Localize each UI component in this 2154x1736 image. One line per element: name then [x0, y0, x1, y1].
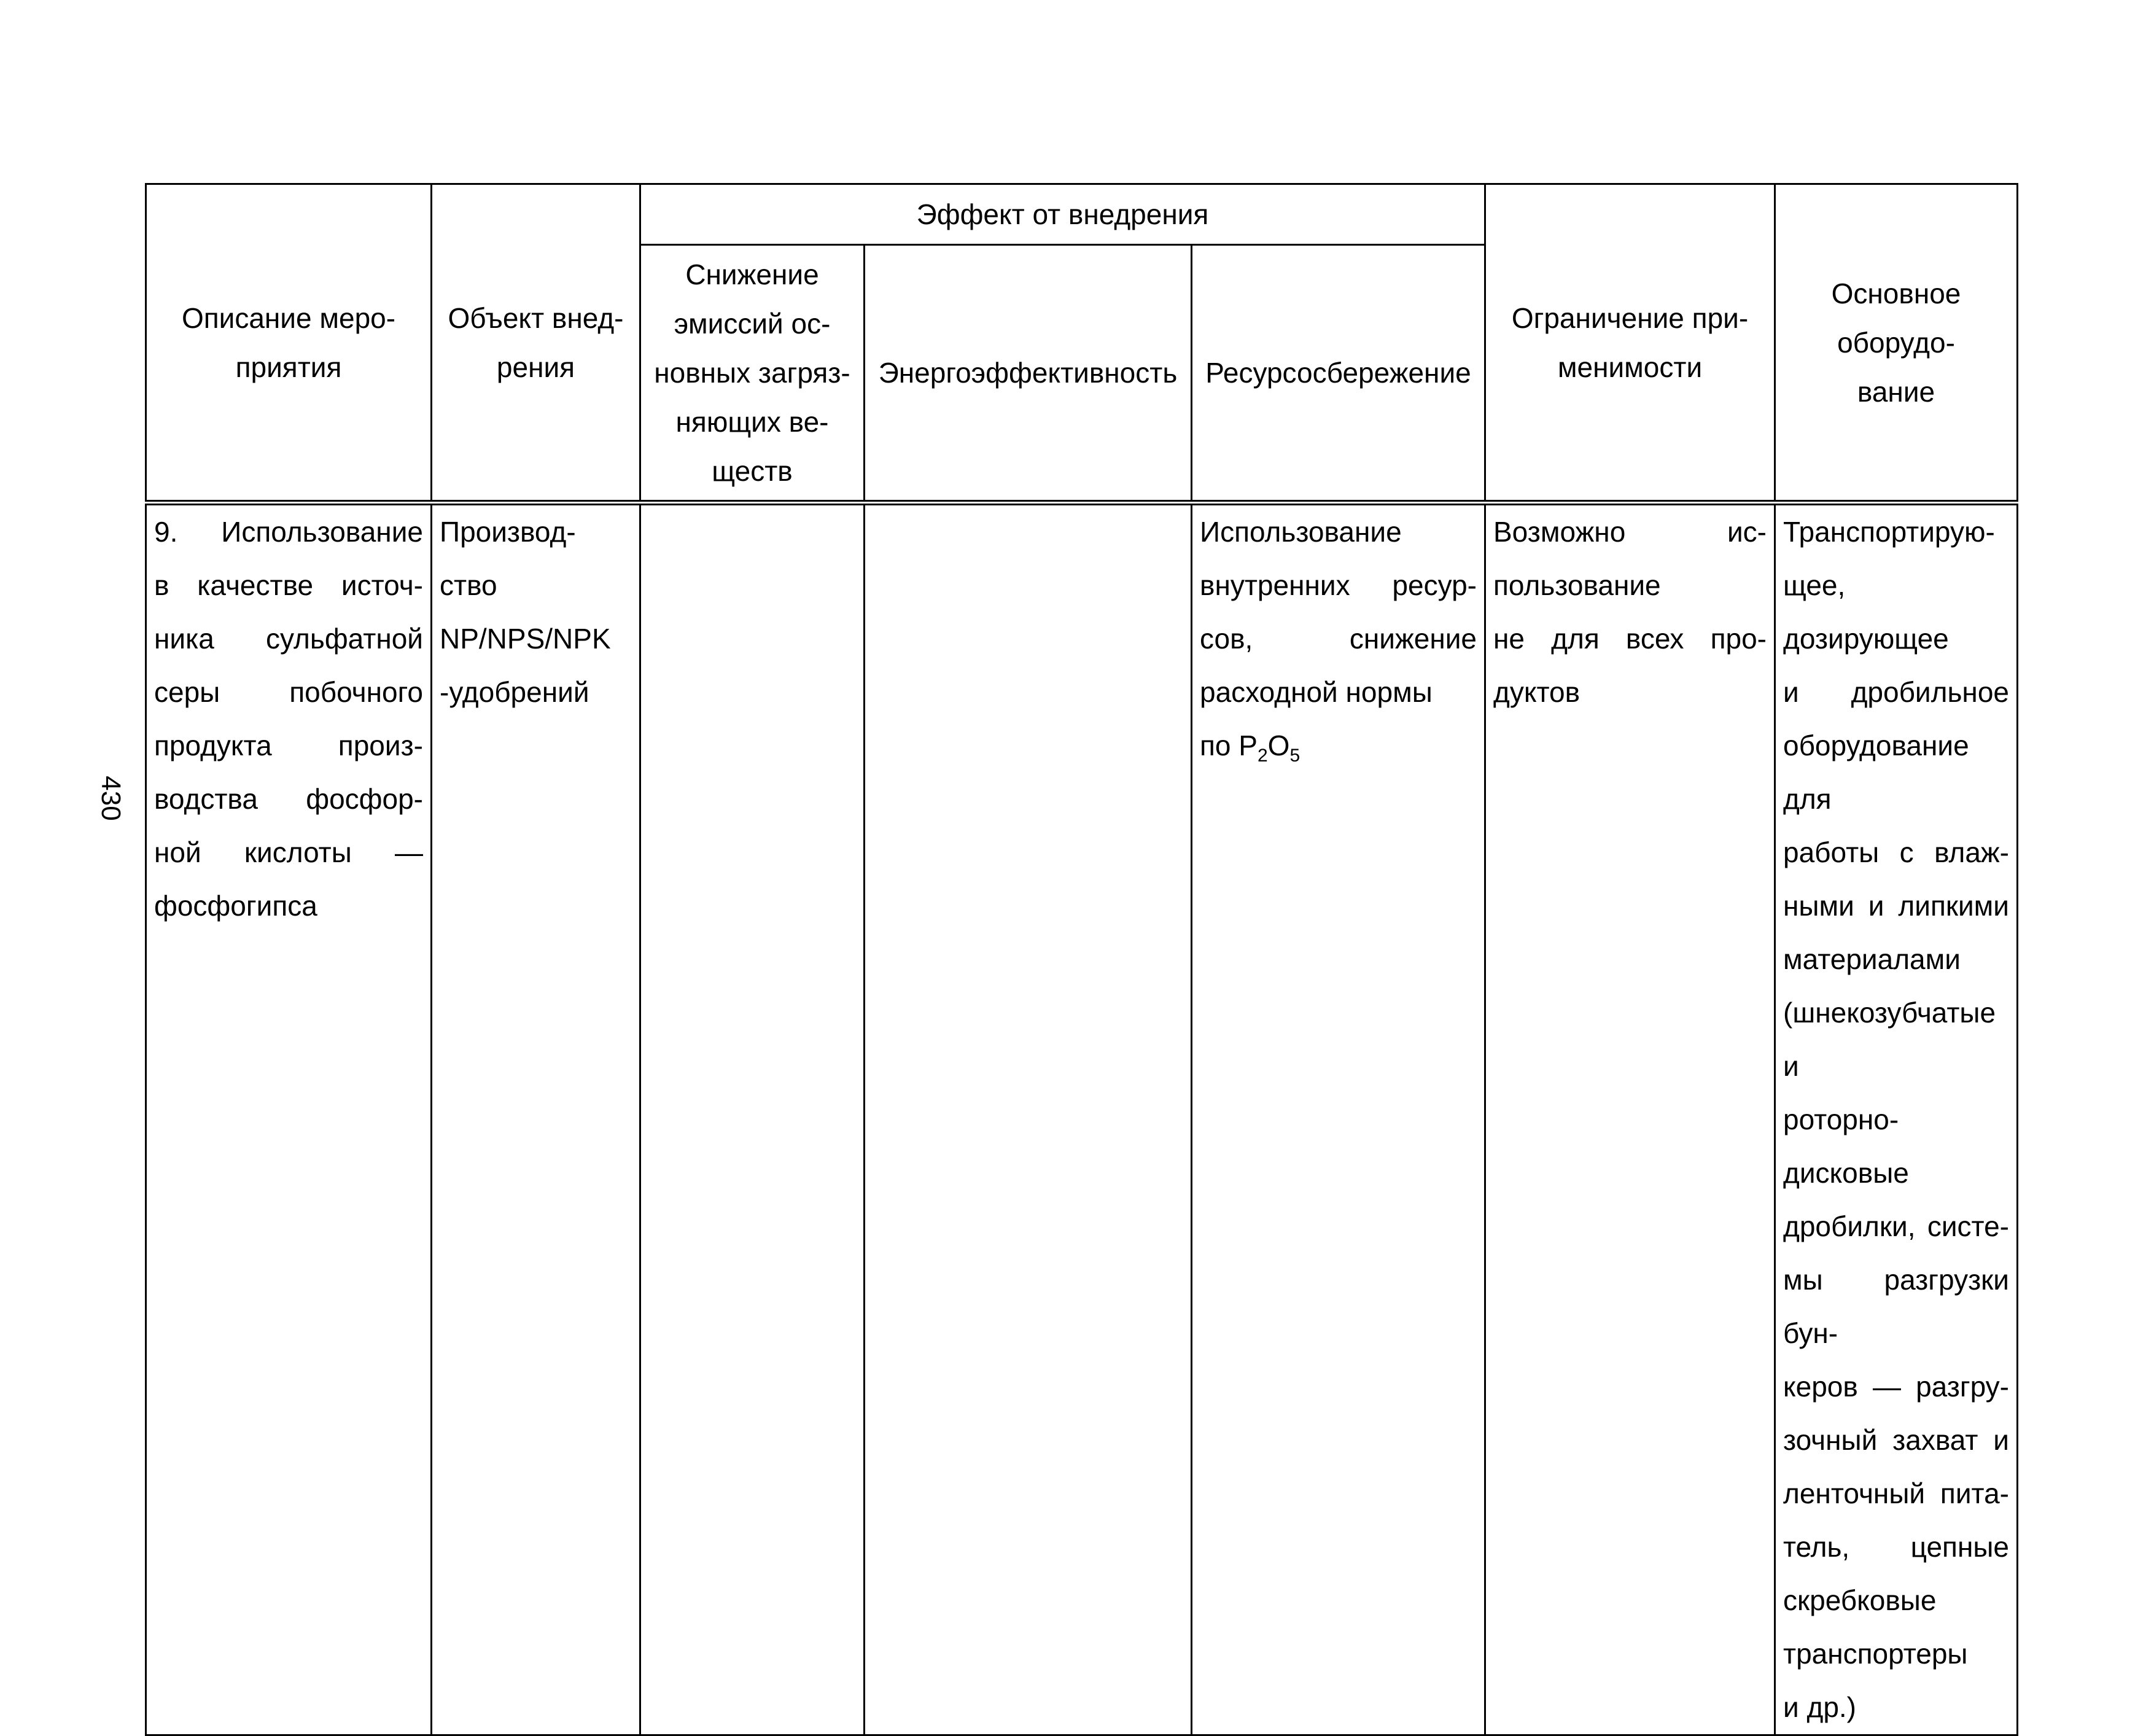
text-line: ленточный пита-	[1783, 1477, 2009, 1509]
header-object	[432, 184, 640, 503]
text-line: ство	[440, 569, 497, 601]
text-line: ществ	[712, 455, 793, 487]
page-number-text: 430	[96, 776, 126, 821]
text-line: вание	[1857, 375, 1935, 408]
formula-sub-1: 2	[1257, 745, 1268, 766]
text-line: транспортеры	[1783, 1638, 1968, 1670]
text-line: расходной нормы	[1200, 676, 1433, 708]
text-line: внутренних ресур-	[1200, 569, 1477, 601]
text-line: Использование	[1200, 516, 1402, 548]
text-line: работы с влаж-	[1783, 836, 2009, 868]
text-line: и дробильное	[1783, 676, 2009, 708]
text-line: Транспортирую-	[1783, 516, 1995, 548]
text-line: -удобрений	[440, 676, 589, 708]
cell-description	[146, 503, 432, 1735]
text-line: Объект внед-	[448, 302, 624, 334]
header-emission-reduction	[640, 245, 865, 503]
cell-emission-reduction	[640, 503, 865, 1735]
text-line: NP/NPS/NPK	[440, 623, 611, 655]
header-resource-saving: Ресурсосбережение	[1192, 245, 1485, 503]
text-line: Ограничение при-	[1511, 302, 1749, 334]
text-line: сов, снижение	[1200, 623, 1477, 655]
text-line: Основное оборудо-	[1831, 277, 1961, 359]
text-line: материалами	[1783, 943, 1961, 975]
formula-mid: O	[1267, 730, 1290, 761]
text-line: Описание меро-	[181, 302, 396, 334]
text-line: Возможно ис-	[1493, 516, 1767, 548]
text-line: ными и липкими	[1783, 890, 2009, 922]
cell-limitations	[1485, 503, 1775, 1735]
header-effect-group: Эффект от внедрения	[640, 184, 1485, 245]
text-line: щее, дозирующее	[1783, 569, 1949, 655]
text-line: водства фосфор-	[154, 783, 423, 815]
text-line: скребковые	[1783, 1584, 1937, 1616]
text-line: рения	[496, 351, 575, 383]
text-line: Снижение	[685, 259, 819, 290]
formula-sub-2: 5	[1289, 745, 1301, 766]
text-line: менимости	[1557, 351, 1703, 383]
cell-object	[432, 503, 640, 1735]
text-line: и др.)	[1783, 1691, 1856, 1723]
text-line: в качестве источ-	[154, 569, 423, 601]
text-line: пользование	[1493, 569, 1661, 601]
text-line: няющих ве-	[675, 406, 829, 438]
formula-prefix: по P	[1200, 730, 1258, 761]
text-line: приятия	[235, 351, 342, 383]
bat-measures-table	[145, 183, 2018, 1736]
resource-saving-lines	[1200, 505, 1477, 719]
text-line: продукта произ-	[154, 730, 423, 761]
text-line: 9. Использование	[154, 516, 423, 548]
text-line: не для всех про-	[1493, 623, 1767, 655]
text-line: Производ-	[440, 516, 576, 548]
header-limitations	[1485, 184, 1775, 503]
text-line: ной кислоты —	[154, 836, 423, 868]
cell-resource-saving	[1192, 503, 1485, 1735]
resource-saving-formula	[1200, 719, 1477, 773]
text-line: тель, цепные	[1783, 1531, 2009, 1563]
text-line: керов — разгру-	[1783, 1371, 2009, 1403]
text-line: зочный захват и	[1783, 1424, 2009, 1456]
cell-energy-efficiency	[865, 503, 1192, 1735]
text-line: оборудование для	[1783, 730, 1969, 815]
table-row	[146, 503, 2018, 1735]
text-line: новных загряз-	[654, 357, 850, 389]
text-line: мы разгрузки бун-	[1783, 1264, 2009, 1349]
header-energy-efficiency: Энергоэффективность	[865, 245, 1192, 503]
text-line: дуктов	[1493, 676, 1581, 708]
header-equipment	[1775, 184, 2018, 503]
header-description	[146, 184, 432, 503]
text-line: (шнекозубчатые и	[1783, 997, 1996, 1082]
text-line: дробилки, систе-	[1783, 1210, 2009, 1242]
cell-equipment	[1775, 503, 2018, 1735]
text-line: фосфогипса	[154, 890, 317, 922]
text-line: серы побочного	[154, 676, 423, 708]
text-line: ника сульфатной	[154, 623, 423, 655]
text-line: роторно-дисковые	[1783, 1103, 1909, 1189]
text-line: эмиссий ос-	[674, 308, 831, 340]
